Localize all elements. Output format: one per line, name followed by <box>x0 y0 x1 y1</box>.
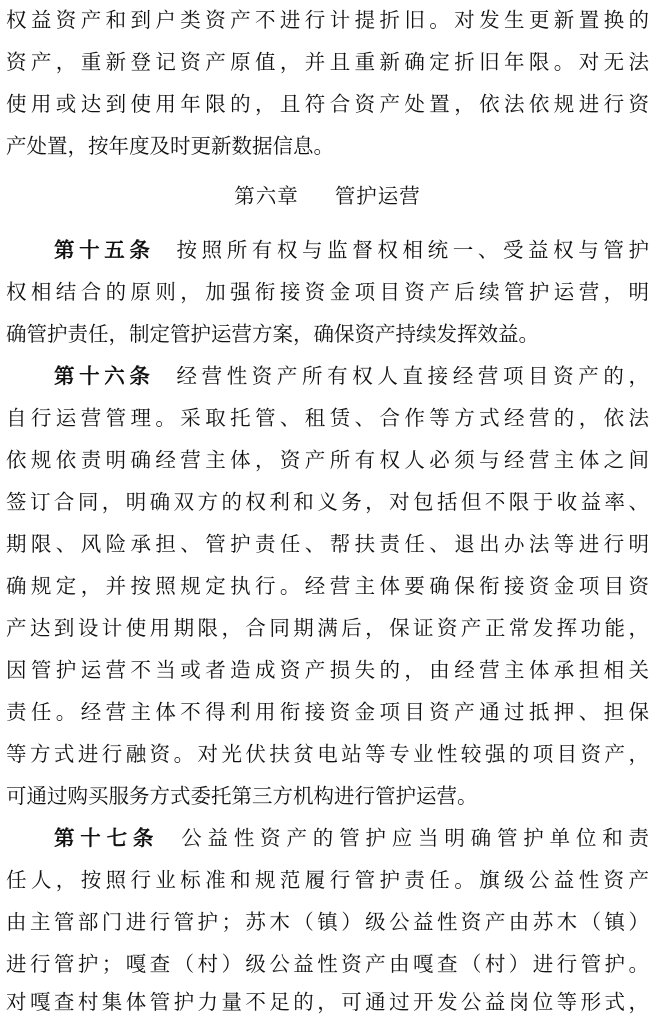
text-line: 因管护运营不当或者造成资产损失的，由经营主体承担相关 <box>6 658 649 682</box>
text-line: 签订合同，明确双方的权利和义务，对包括但不限于收益率、 <box>6 490 649 514</box>
text-line: 进行管护；嘎查（村）级公益性资产由嘎查（村）进行管护。 <box>6 952 649 976</box>
chapter-title: 管护运营 <box>334 184 421 208</box>
text-line: 确管护责任，制定管护运营方案，确保资产持续发挥效益。 <box>6 322 539 346</box>
text-line: 资产，重新登记资产原值，并且重新确定折旧年限。对无法 <box>6 50 649 74</box>
text-line: 依规依责明确经营主体，资产所有权人必须与经营主体之间 <box>6 448 649 472</box>
text-line: 自行运营管理。采取托管、租赁、合作等方式经营的，依法 <box>6 406 649 430</box>
article-17-first-line <box>54 818 649 858</box>
chapter-number: 第六章 <box>234 184 299 208</box>
text-line: 对嘎查村集体管护力量不足的，可通过开发公益岗位等形式， <box>6 990 649 1014</box>
text-line: 责任。经营主体不得利用衔接资金项目资产通过抵押、担保 <box>6 700 649 724</box>
text-line: 权相结合的原则，加强衔接资金项目资产后续管护运营，明 <box>6 280 649 304</box>
article-15-text: 按照所有权与监督权相统一、受益权与管护 <box>176 238 650 262</box>
article-15-first-line <box>54 230 649 270</box>
article-16-label: 第十六条 <box>54 364 155 388</box>
text-line: 可通过购买服务方式委托第三方机构进行管护运营。 <box>6 784 478 808</box>
text-line: 任人，按照行业标准和规范履行管护责任。旗级公益性资产 <box>6 868 649 892</box>
article-17-text: 公益性资产的管护应当明确管护单位和责 <box>181 826 650 850</box>
text-line: 产处置，按年度及时更新数据信息。 <box>6 134 334 158</box>
text-line: 由主管部门进行管护；苏木（镇）级公益性资产由苏木（镇） <box>6 910 649 934</box>
text-line: 确规定，并按照规定执行。经营主体要确保衔接资金项目资 <box>6 574 649 598</box>
article-16-text: 经营性资产所有权人直接经营项目资产的， <box>176 364 650 388</box>
chapter-heading <box>0 176 655 216</box>
text-line: 等方式进行融资。对光伏扶贫电站等专业性较强的项目资产， <box>6 742 649 766</box>
text-line: 使用或达到使用年限的，且符合资产处置，依法依规进行资 <box>6 92 649 116</box>
article-15-label: 第十五条 <box>54 238 155 262</box>
article-16-first-line <box>54 356 649 396</box>
article-17-label: 第十七条 <box>54 826 160 850</box>
text-line: 期限、风险承担、管护责任、帮扶责任、退出办法等进行明 <box>6 532 649 556</box>
text-line: 产达到设计使用期限，合同期满后，保证资产正常发挥功能， <box>6 616 649 640</box>
text-line: 权益资产和到户类资产不进行计提折旧。对发生更新置换的 <box>6 8 649 32</box>
